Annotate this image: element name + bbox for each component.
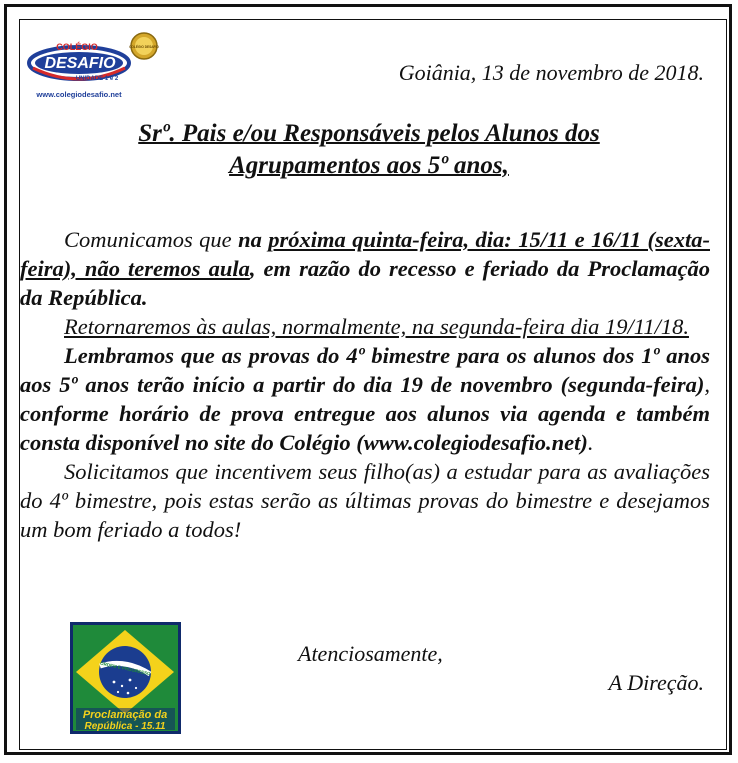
p2-return-date: Retornaremos às aulas, normalmente, na segunda-feira dia 19/11/18.: [64, 314, 689, 339]
paragraph-exams: [20, 341, 710, 457]
date-line: Goiânia, 13 de novembro de 2018.: [398, 60, 704, 85]
p3-schedule: conforme horário de prova entregue aos alunos via agenda e também consta disponível no site do Colégio (www.colegiodesafio.net): [20, 401, 710, 455]
svg-text:ORDEM E PROGRESSO: ORDEM E PROGRESSO: [99, 660, 151, 677]
p1-intro: Comunicamos que: [64, 227, 239, 252]
p3-comma: ,: [704, 372, 710, 397]
svg-text:www.colegiodesafio.net: www.colegiodesafio.net: [36, 90, 122, 99]
svg-text:UNIDADE 1 e 2: UNIDADE 1 e 2: [75, 76, 119, 82]
title-line-1: Srº. Pais e/ou Responsáveis pelos Alunos dos: [138, 120, 600, 147]
svg-text:COLÉGIO DESAFIO: COLÉGIO DESAFIO: [129, 45, 159, 49]
p3-exam-start: Lembramos que as provas do 4º bimestre para os alunos dos 1º anos aos 5º anos terão início a partir do dia 19 de novembro (segunda-feira): [20, 343, 710, 397]
svg-text:DESAFIO: DESAFIO: [44, 55, 116, 72]
svg-text:COLÉGIO: COLÉGIO: [56, 42, 98, 52]
signature: A Direção.: [608, 670, 704, 695]
paragraph-return: [20, 312, 710, 341]
p4-request: Solicitamos que incentivem seus filho(as) a estudar para as avaliações do 4º bimestre, pois estas serão as últimas provas do bimestre e desejamos um bom feriado a todos!: [20, 459, 710, 542]
colegio-desafio-logo: [27, 30, 167, 102]
letter-title: [20, 118, 718, 182]
proclamacao-republica-image: [70, 622, 181, 734]
paragraph-no-class: [20, 225, 710, 312]
svg-text:Proclamação da: Proclamação da: [82, 709, 168, 721]
p1-reason: , em razão do recesso e feriado da Proclamação da República.: [20, 256, 710, 310]
p3-period: .: [587, 430, 594, 455]
p1-bold: na: [238, 227, 269, 252]
paragraph-request: [20, 457, 710, 544]
svg-text:República - 15.11: República - 15.11: [84, 721, 166, 732]
p1-bold-underlined: próxima quinta-feira, dia: 15/11 e 16/11 (sexta-feira), não teremos aula: [20, 227, 710, 281]
title-line-2: Agrupamentos aos 5º anos,: [229, 152, 509, 179]
closing-salutation: Atenciosamente,: [298, 641, 443, 666]
letter-body: [20, 225, 710, 544]
